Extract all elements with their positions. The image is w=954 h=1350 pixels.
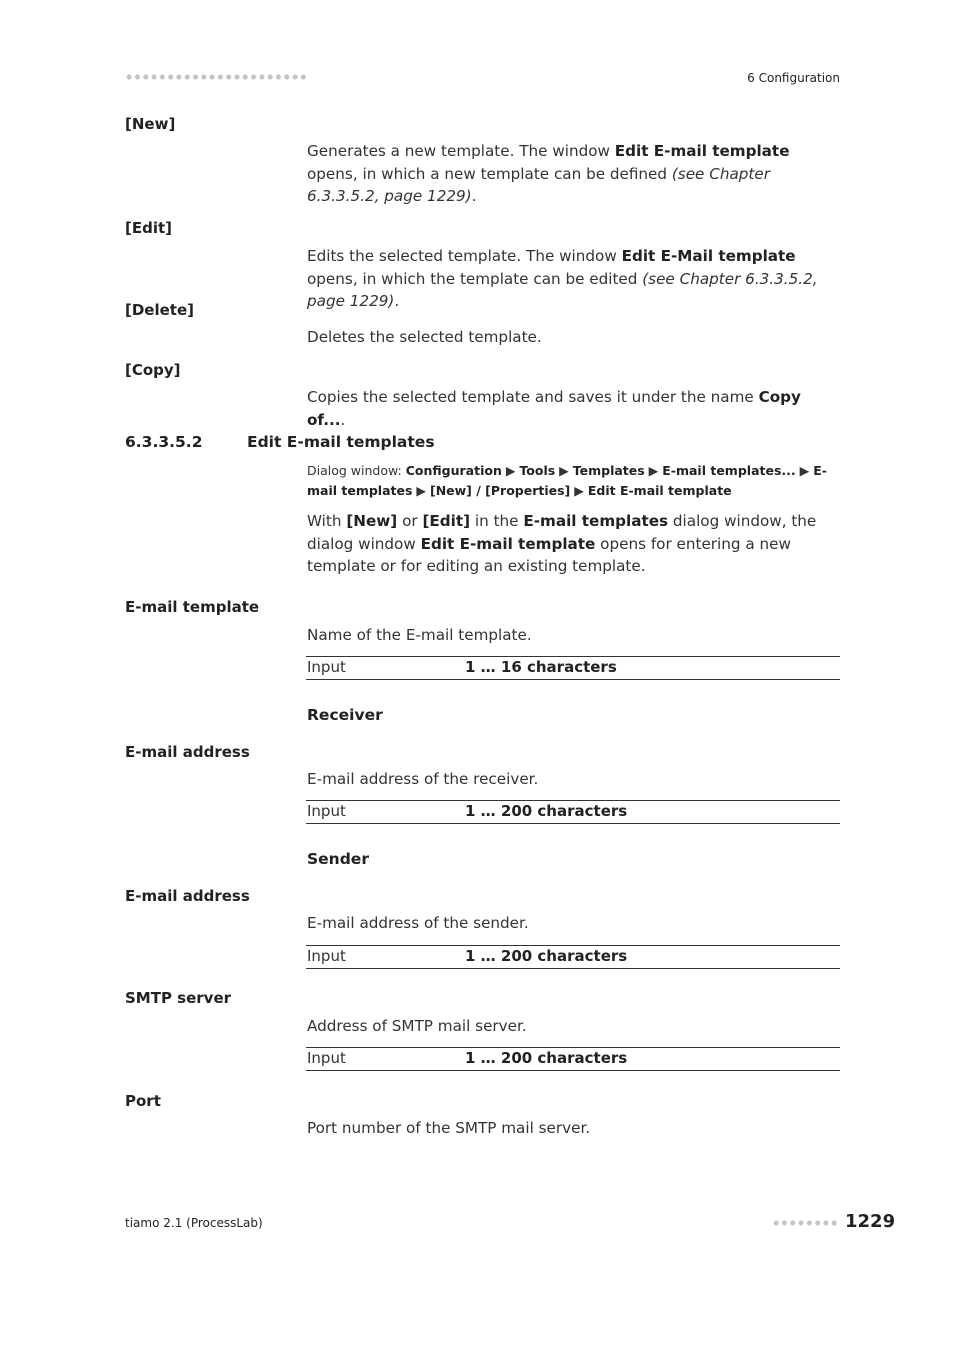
edit-description: Edits the selected template. The window Edit E-Mail template opens, in which the template can be edited (see Chapter 6.3.3.5.2, page 1229). <box>307 247 818 310</box>
input-range: 1 … 200 characters <box>465 947 628 965</box>
footer-decoration <box>772 1219 839 1227</box>
port-description: Port number of the SMTP mail server. <box>307 1119 591 1137</box>
term-delete: [Delete] <box>125 301 194 319</box>
term-new: [New] <box>125 115 176 133</box>
input-label: Input <box>307 1049 346 1067</box>
term-receiver-email: E-mail address <box>125 743 250 761</box>
page-number: 1229 <box>845 1211 896 1232</box>
receiver-heading: Receiver <box>307 706 383 724</box>
input-range: 1 … 16 characters <box>465 658 617 676</box>
cross-reference-link[interactable]: (see Chapter 6.3.3.5.2, page 1229) <box>307 269 818 310</box>
chapter-header: 6 Configuration <box>747 71 840 85</box>
sender-heading: Sender <box>307 850 369 868</box>
footer-product: tiamo 2.1 (ProcessLab) <box>125 1216 263 1230</box>
email-template-description: Name of the E-mail template. <box>307 626 532 644</box>
receiver-email-input-table <box>306 800 840 824</box>
receiver-email-description: E-mail address of the receiver. <box>307 770 539 788</box>
sender-email-description: E-mail address of the sender. <box>307 914 529 932</box>
dialog-path: Dialog window: Configuration ▶ Tools ▶ Templates ▶ E-mail templates... ▶ E-mail templates ▶ [New] / [Properties] ▶ Edit E-mail template <box>307 463 827 498</box>
header-decoration <box>125 73 307 81</box>
delete-description: Deletes the selected template. <box>307 328 542 346</box>
section-number: 6.3.3.5.2 <box>125 433 203 451</box>
smtp-server-description: Address of SMTP mail server. <box>307 1017 527 1035</box>
term-edit: [Edit] <box>125 219 173 237</box>
term-copy: [Copy] <box>125 361 181 379</box>
term-smtp-server: SMTP server <box>125 989 232 1007</box>
term-port: Port <box>125 1092 161 1110</box>
input-label: Input <box>307 947 346 965</box>
input-label: Input <box>307 658 346 676</box>
copy-description: Copies the selected template and saves it under the name Copy of.... <box>307 388 801 429</box>
input-range: 1 … 200 characters <box>465 802 628 820</box>
email-template-input-table <box>306 656 840 680</box>
section-intro: With [New] or [Edit] in the E-mail templates dialog window, the dialog window Edit E-mail template opens for entering a new template or for editing an existing template. <box>307 512 817 575</box>
smtp-server-input-table <box>306 1047 840 1071</box>
section-title: Edit E-mail templates <box>247 433 435 451</box>
sender-email-input-table <box>306 945 840 969</box>
input-range: 1 … 200 characters <box>465 1049 628 1067</box>
term-sender-email: E-mail address <box>125 887 250 905</box>
cross-reference-link[interactable]: (see Chapter 6.3.3.5.2, page 1229) <box>307 164 770 205</box>
new-description: Generates a new template. The window Edit E-mail template opens, in which a new template can be defined (see Chapter 6.3.3.5.2, page 1229). <box>307 142 790 205</box>
term-email-template: E-mail template <box>125 598 260 616</box>
input-label: Input <box>307 802 346 820</box>
